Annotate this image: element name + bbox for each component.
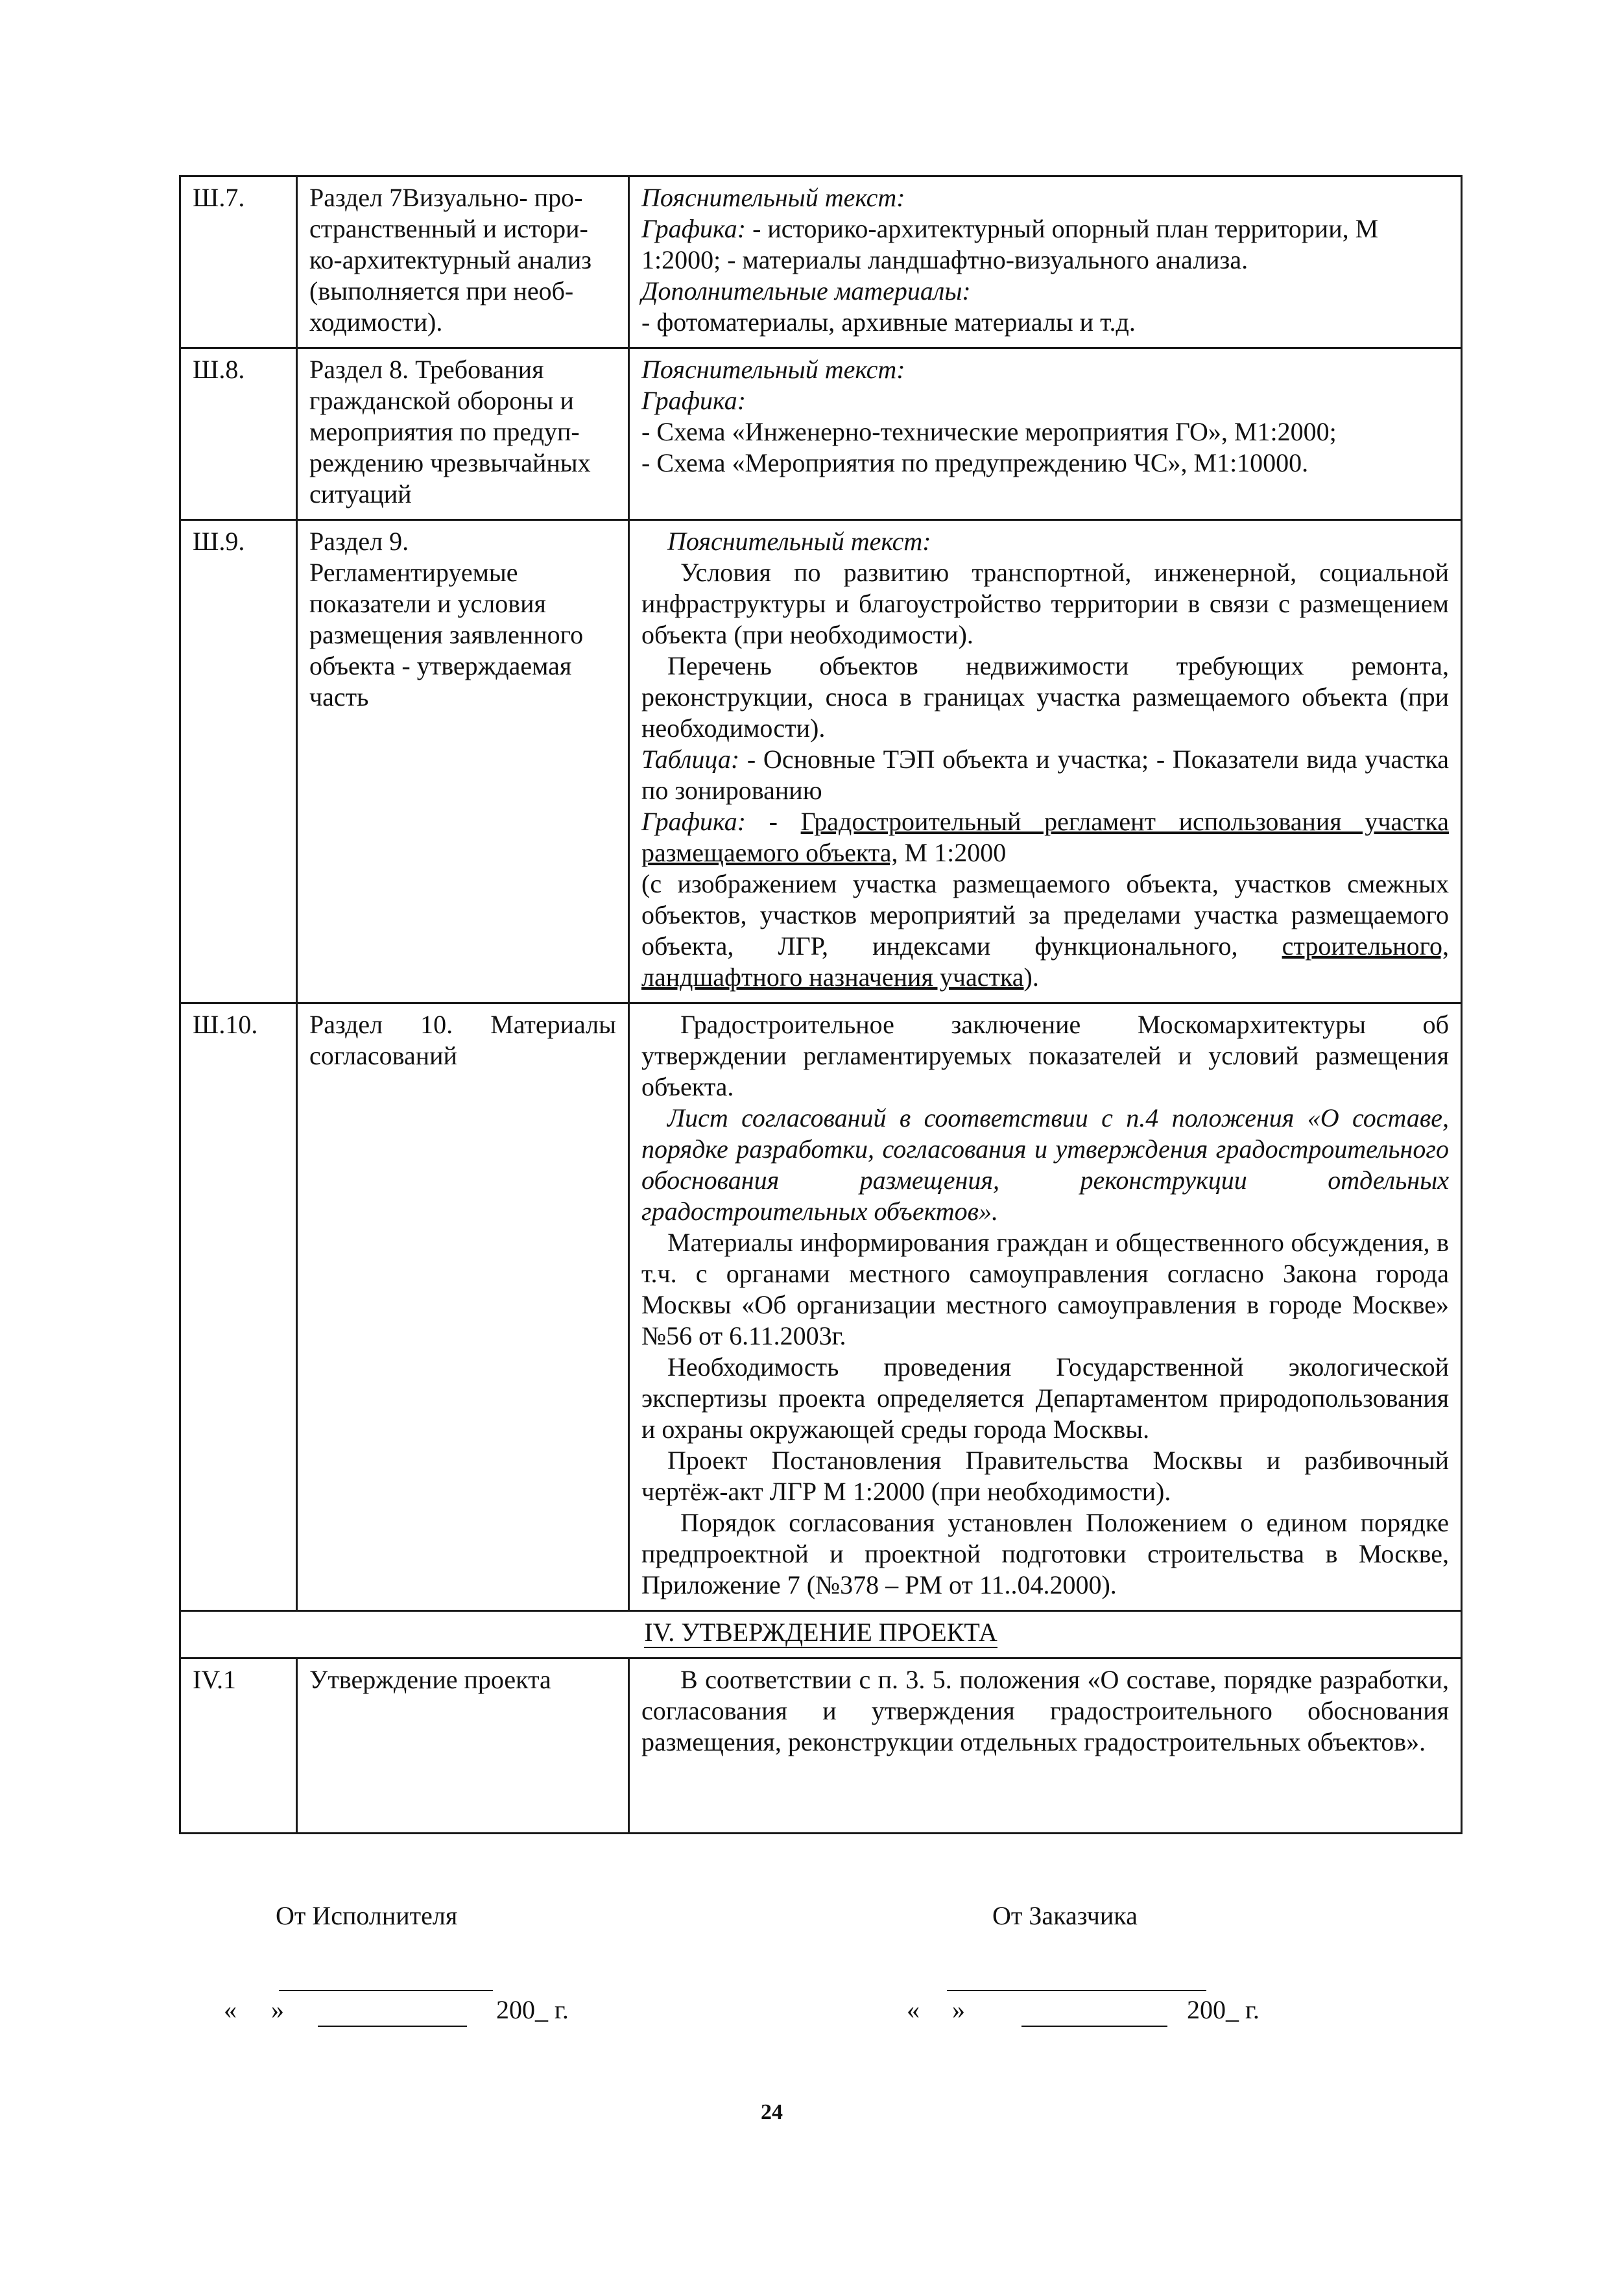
table-text: - Основные ТЭП объекта и участка; - Показатели вида участка по зонированию	[641, 745, 1449, 805]
date-quote-close-left: »	[271, 1995, 284, 2024]
date-year-left: 200_ г.	[496, 1995, 569, 2024]
date-line-left	[318, 2026, 467, 2027]
paragraph: В соответствии с п. 3. 5. положения «О составе, порядке разработки, согласования и утверждения градостроительного обоснования размещения, реконструкции отдельных градостроительных объектов».	[641, 1665, 1449, 1756]
signature-right-label: От Заказчика	[992, 1901, 1138, 1930]
section-iv-header-row	[180, 1611, 1462, 1658]
signature-line-left	[279, 1990, 493, 1991]
date-line-right	[1021, 2026, 1167, 2027]
row-number: IV.1	[180, 1658, 297, 1834]
table-line	[641, 744, 1449, 806]
page-number: 24	[761, 2100, 783, 2124]
section-title: Раздел 10. Материалы согласований	[297, 1003, 629, 1611]
section-content	[629, 1658, 1462, 1834]
table-row-iii-10	[180, 1003, 1462, 1611]
section-title: Раздел 8. Требования гражданской обороны и мероприятия по предуп-реждению чрезвычайных ситуаций	[297, 348, 629, 520]
graphics-label: Графика:	[641, 214, 746, 243]
section-title: Раздел 9. Регламентируемые показатели и условия размещения заявленного объекта - утверждаемая часть	[297, 520, 629, 1003]
explanatory-label: Пояснительный текст:	[641, 183, 905, 212]
table-row-iii-9	[180, 520, 1462, 1003]
scheme-item: - Схема «Инженерно-технические мероприятия ГО», М1:2000;	[641, 417, 1337, 446]
scheme-item: - Схема «Мероприятия по предупреждению ЧС», М1:10000.	[641, 448, 1309, 477]
graphics-line	[641, 806, 1449, 868]
graphics-label: Графика:	[641, 807, 746, 836]
table-row-iv-1	[180, 1658, 1462, 1834]
graphics-label: Графика:	[641, 386, 746, 415]
paragraph: Проект Постановления Правительства Москвы и разбивочный чертёж-акт ЛГР М 1:2000 (при необходимости).	[641, 1446, 1449, 1506]
section-iv-title-cell	[180, 1611, 1462, 1658]
graphics-scale: М 1:2000	[898, 838, 1007, 867]
note-end: ).	[1023, 963, 1039, 992]
graphics-dash: -	[746, 807, 801, 836]
table-row-iii-8	[180, 348, 1462, 520]
section-content	[629, 176, 1462, 348]
section-content	[629, 520, 1462, 1003]
project-table	[179, 175, 1463, 1834]
paragraph: Необходимость проведения Государственной экологической экспертизы проекта определяется Департаментом природопользования и охраны окружающей среды города Москвы.	[641, 1352, 1449, 1444]
date-quote-open-left: «	[224, 1995, 237, 2024]
section-title: Раздел 7Визуально- про-странственный и истори-ко-архитектурный анализ (выполняется при необ-ходимости).	[297, 176, 629, 348]
regulation-link: Градостроительный регламент использования участка размещаемого объекта,	[641, 807, 1449, 867]
section-iv-title: IV. УТВЕРЖДЕНИЕ ПРОЕКТА	[644, 1618, 997, 1647]
explanatory-label: Пояснительный текст:	[667, 527, 931, 556]
image-note	[641, 868, 1449, 993]
section-title: Утверждение проекта	[297, 1658, 629, 1834]
note-text: (с изображением участка размещаемого объекта, участков смежных объектов, участков мероприятий за пределами участка размещаемого объекта, ЛГР, индексами функционального,	[641, 869, 1449, 961]
date-quote-close-right: »	[952, 1995, 965, 2024]
paragraph: Градостроительное заключение Москомархитектуры об утверждении регламентируемых показателей и условий размещения объекта.	[641, 1010, 1449, 1101]
table-label: Таблица:	[641, 745, 740, 774]
note-underlined: строительного, ландшафтного назначения участка	[641, 931, 1449, 992]
paragraph: Лист согласований в соответствии с п.4 положения «О составе, порядке разработки, согласования и утверждения градостроительного обоснования размещения, реконструкции отдельных градостроительных объектов».	[641, 1103, 1449, 1226]
additional-materials-label: Дополнительные материалы:	[641, 276, 971, 305]
signature-left-label: От Исполнителя	[276, 1901, 458, 1930]
date-year-right: 200_ г.	[1187, 1995, 1260, 2024]
paragraph: Материалы информирования граждан и общественного обсуждения, в т.ч. с органами местного самоуправления согласно Закона города Москвы «Об организации местного самоуправления в городе Москве» №56 от 6.11.2003г.	[641, 1228, 1449, 1350]
row-number: Ш.9.	[180, 520, 297, 1003]
graphics-text: - историко-архитектурный опорный план территории, М 1:2000; - материалы ландшафтно-визуального анализа.	[641, 214, 1379, 274]
row-number: Ш.8.	[180, 348, 297, 520]
section-content	[629, 348, 1462, 520]
graphics-line	[641, 213, 1449, 276]
additional-materials-text: - фотоматериалы, архивные материалы и т.д.	[641, 307, 1136, 337]
signature-line-right	[947, 1990, 1206, 1991]
paragraph: Перечень объектов недвижимости требующих ремонта, реконструкции, сноса в границах участка размещаемого объекта (при необходимости).	[641, 651, 1449, 743]
table-row-iii-7	[180, 176, 1462, 348]
explanatory-label: Пояснительный текст:	[641, 355, 905, 384]
row-number: Ш.7.	[180, 176, 297, 348]
section-content	[629, 1003, 1462, 1611]
paragraph: Условия по развитию транспортной, инженерной, социальной инфраструктуры и благоустройство территории в связи с размещением объекта (при необходимости).	[641, 558, 1449, 649]
row-number: Ш.10.	[180, 1003, 297, 1611]
date-quote-open-right: «	[907, 1995, 920, 2024]
paragraph: Порядок согласования установлен Положением о едином порядке предпроектной и проектной подготовки строительства в Москве, Приложение 7 (№378 – РМ от 11..04.2000).	[641, 1508, 1449, 1599]
